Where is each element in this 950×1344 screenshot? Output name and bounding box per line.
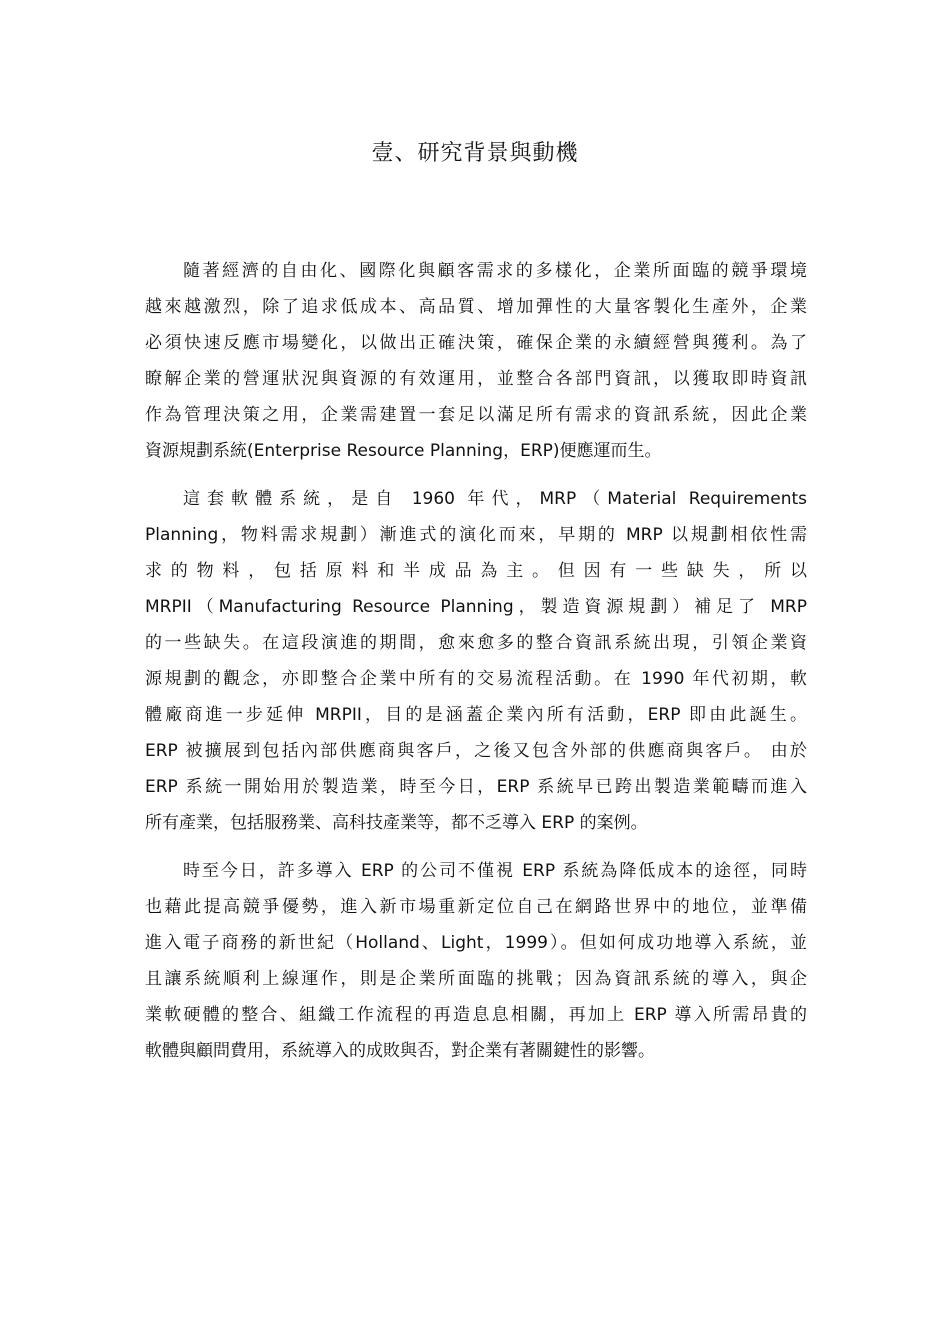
paragraph-line: 也藉此提高競爭優勢，進入新市場重新定位自己在網路世界中的地位，並準備 [145, 897, 807, 917]
paragraph-background [145, 253, 807, 469]
paragraph-line: 越來越激烈，除了追求低成本、高品質、增加彈性的大量客製化生產外，企業 [145, 297, 807, 317]
paragraph-line: 必須快速反應市場變化，以做出正確決策，確保企業的永續經營與獲利。為了 [145, 333, 807, 353]
page-title: 壹、研究背景與動機 [371, 141, 579, 166]
paragraph-line: 體廠商進一步延伸 MRPII，目的是涵蓋企業內所有活動，ERP 即由此誕生。 [145, 705, 807, 725]
paragraph-line: 作為管理決策之用，企業需建置一套足以滿足所有需求的資訊系統，因此企業 [145, 405, 807, 425]
paragraph-line: ERP 系統一開始用於製造業，時至今日，ERP 系統早已跨出製造業範疇而進入 [145, 777, 807, 797]
paragraph-erp-adoption [145, 853, 807, 1069]
paragraph-line: 瞭解企業的營運狀況與資源的有效運用，並整合各部門資訊，以獲取即時資訊 [145, 369, 807, 389]
paragraph-line: 這套軟體系統，是自 1960 年代，MRP（Material Requirements [183, 489, 807, 509]
paragraph-line: 資源規劃系統(Enterprise Resource Planning，ERP)便應運而生。 [145, 441, 662, 461]
paragraph-line: 時至今日，許多導入 ERP 的公司不僅視 ERP 系統為降低成本的途徑，同時 [183, 861, 807, 881]
paragraph-line: 軟體與顧問費用，系統導入的成敗與否，對企業有著關鍵性的影響。 [145, 1041, 655, 1061]
paragraph-line: MRPII（Manufacturing Resource Planning，製造資源規劃）補足了 MRP [145, 597, 807, 617]
paragraph-line: 所有產業，包括服務業、高科技產業等，都不乏導入 ERP 的案例。 [145, 813, 648, 833]
paragraph-line: 求的物料，包括原料和半成品為主。但因有一些缺失，所以 [145, 561, 807, 581]
paragraph-line: 業軟硬體的整合、組織工作流程的再造息息相關，再加上 ERP 導入所需昂貴的 [145, 1005, 807, 1025]
paragraph-line: Planning，物料需求規劃）漸進式的演化而來，早期的 MRP 以規劃相依性需 [145, 525, 807, 545]
paragraph-line: ERP 被擴展到包括內部供應商與客戶，之後又包含外部的供應商與客戶。 由於 [145, 741, 807, 761]
paragraph-erp-history [145, 481, 807, 841]
paragraph-line: 且讓系統順利上線運作，則是企業所面臨的挑戰；因為資訊系統的導入，與企 [145, 969, 807, 989]
paragraph-line: 隨著經濟的自由化、國際化與顧客需求的多樣化，企業所面臨的競爭環境 [183, 261, 807, 281]
paragraph-line: 進入電子商務的新世紀（Holland、Light，1999）。但如何成功地導入系統，並 [145, 933, 807, 953]
paragraph-line: 的一些缺失。在這段演進的期間，愈來愈多的整合資訊系統出現，引領企業資 [145, 633, 807, 653]
paragraph-line: 源規劃的觀念，亦即整合企業中所有的交易流程活動。在 1990 年代初期，軟 [145, 669, 807, 689]
